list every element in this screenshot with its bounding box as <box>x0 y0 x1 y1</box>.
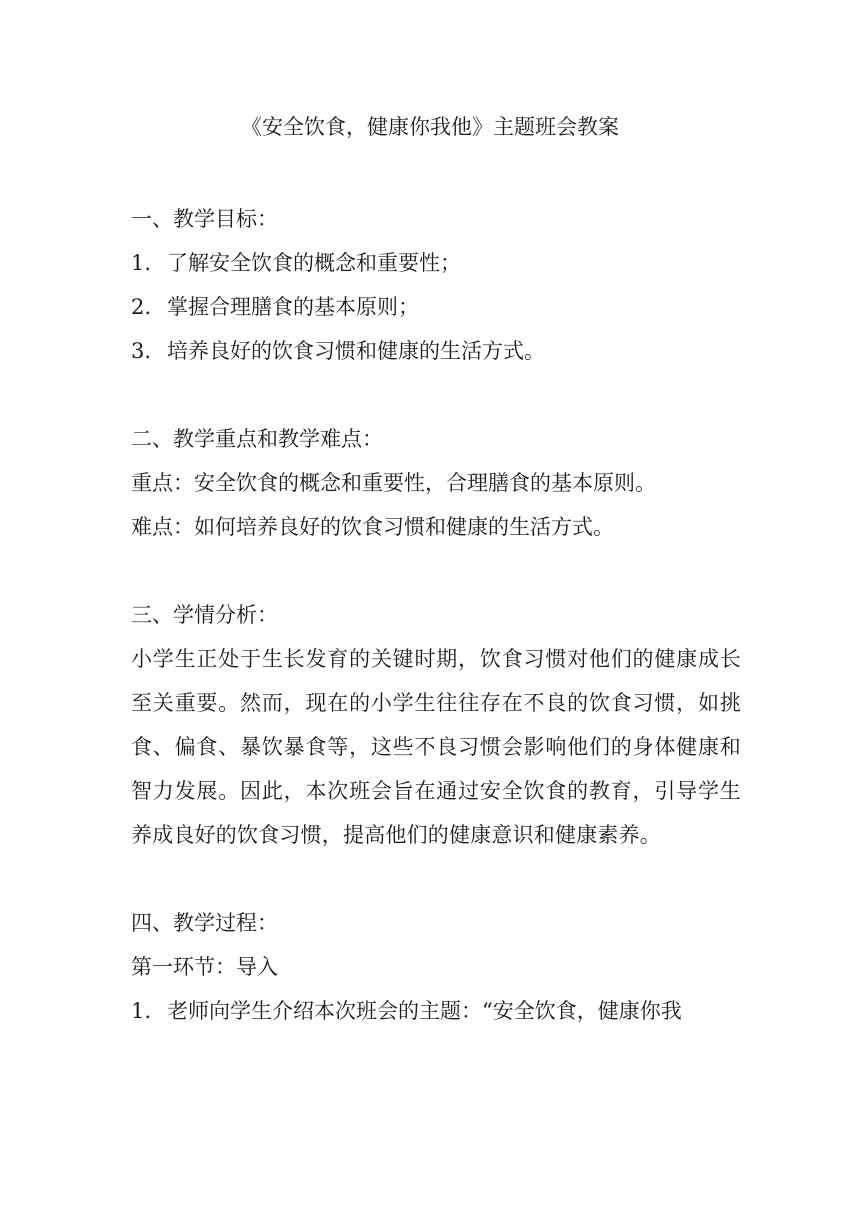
document-body <box>131 197 741 1033</box>
objective-item-number: 1. <box>131 251 152 275</box>
paragraph-gap <box>131 549 741 593</box>
document-title: 《安全饮食，健康你我他》主题班会教案 <box>241 115 619 139</box>
process-item-1 <box>131 989 741 1033</box>
process-item-number: 1. <box>131 999 152 1023</box>
objective-item-number: 2. <box>131 295 152 319</box>
objective-item-text: 培养良好的饮食习惯和健康的生活方式。 <box>167 339 545 363</box>
paragraph-gap <box>131 857 741 901</box>
paragraph-gap <box>131 373 741 417</box>
objective-item-3 <box>131 329 741 373</box>
process-item-text: 老师向学生介绍本次班会的主题：“安全饮食，健康你我 <box>167 999 682 1023</box>
section-heading-key-points: 二、教学重点和教学难点： <box>131 427 383 451</box>
key-point-text: 重点：安全饮食的概念和重要性，合理膳食的基本原则。 <box>131 471 656 495</box>
objective-item-text: 了解安全饮食的概念和重要性； <box>167 251 461 275</box>
section-heading-process: 四、教学过程： <box>131 911 278 935</box>
difficult-point-text: 难点：如何培养良好的饮食习惯和健康的生活方式。 <box>131 515 614 539</box>
objective-item-1 <box>131 241 741 285</box>
objective-item-number: 3. <box>131 339 152 363</box>
objective-item-2 <box>131 285 741 329</box>
section-heading-objectives: 一、教学目标： <box>131 207 278 231</box>
analysis-paragraph: 小学生正处于生长发育的关键时期，饮食习惯对他们的健康成长至关重要。然而，现在的小学生往往存在不良的饮食习惯，如挑食、偏食、暴饮暴食等，这些不良习惯会影响他们的身体健康和智力发展。因此，本次班会旨在通过安全饮食的教育，引导学生养成良好的饮食习惯，提高他们的健康意识和健康素养。 <box>131 647 741 847</box>
objective-item-text: 掌握合理膳食的基本原则； <box>167 295 419 319</box>
section-heading-analysis: 三、学情分析： <box>131 603 278 627</box>
step-heading-intro: 第一环节：导入 <box>131 955 278 979</box>
